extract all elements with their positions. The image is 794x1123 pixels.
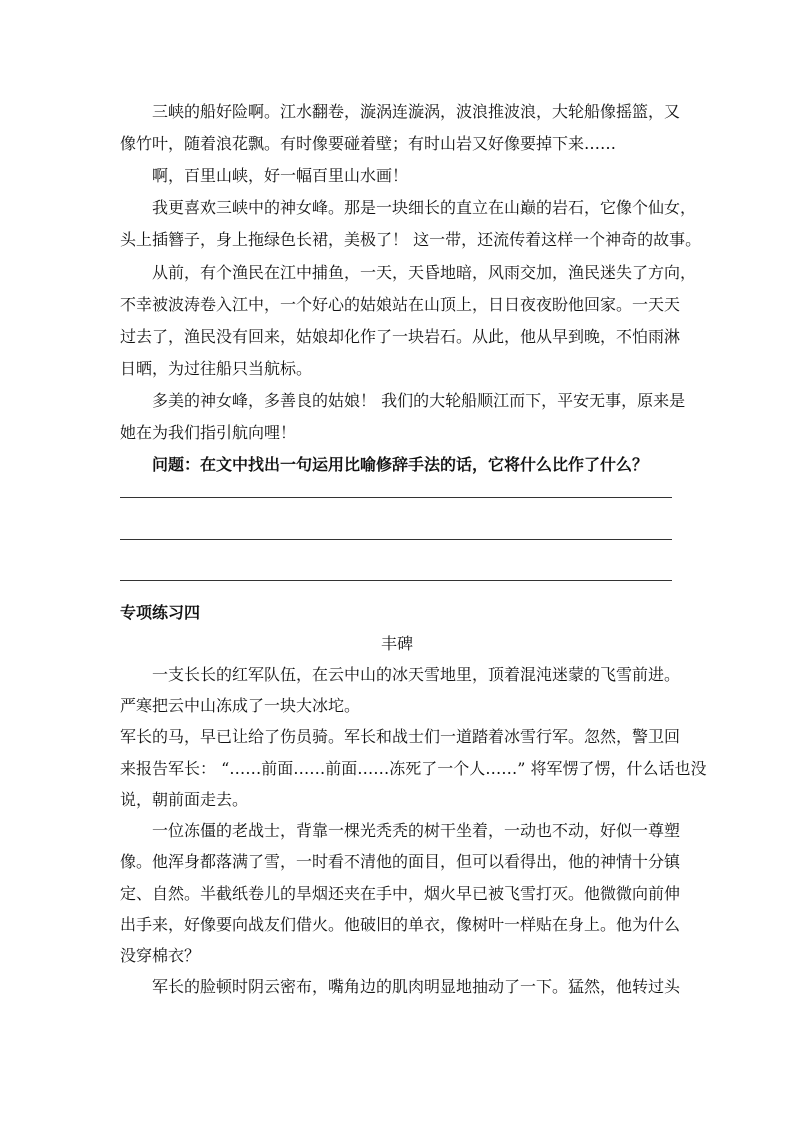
text-line: 一位冻僵的老战士，背靠一棵光秃秃的树干坐着，一动也不动，好似一尊塑 [152,821,681,840]
text-line: 过去了，渔民没有回来，姑娘却化作了一块岩石。从此，他从早到晚，不怕雨淋 [120,327,681,346]
text-line: 日晒，为过往船只当航标。 [120,359,313,378]
answer-line[interactable] [120,580,672,581]
text-line: 军长的脸顿时阴云密布，嘴角边的肌肉明显地抽动了一下。猛然，他转过头 [152,977,681,996]
text-line: 一支长长的红军队伍，在云中山的冰天雪地里，顶着混沌迷蒙的飞雪前进。 [152,665,681,684]
answer-line[interactable] [120,539,672,540]
text-line: 她在为我们指引航向哩！ [120,423,297,442]
text-line: 头上插簪子，身上拖绿色长裙，美极了！ 这一带，还流传着这样一个神奇的故事。 [120,230,702,249]
question-text: 问题：在文中找出一句运用比喻修辞手法的话，它将什么比作了什么？ [152,455,649,474]
text-line: 严寒把云中山冻成了一块大冰坨。 [120,696,361,715]
text-line: 三峡的船好险啊。江水翻卷，漩涡连漩涡，波浪推波浪，大轮船像摇篮，又 [152,102,681,121]
text-line: 像竹叶，随着浪花飘。有时像要碰着壁；有时山岩又好像要掉下来…… [120,134,617,153]
text-line: 军长的马，早已让给了伤员骑。军长和战士们一道踏着冰雪行军。忽然，警卫回 [120,727,681,746]
text-line: 出手来，好像要向战友们借火。他破旧的单衣，像树叶一样贴在身上。他为什么 [120,915,681,934]
answer-line[interactable] [120,497,672,498]
text-line: 定、自然。半截纸卷儿的旱烟还夹在手中，烟火早已被飞雪打灭。他微微向前伸 [120,884,681,903]
text-line: 啊，百里山峡，好一幅百里山水画！ [152,166,409,185]
text-line: 不幸被波涛卷入江中，一个好心的姑娘站在山顶上，日日夜夜盼他回家。一天天 [120,295,681,314]
passage-title: 丰碑 [380,634,413,653]
text-line: 说，朝前面走去。 [120,790,249,809]
text-line: 我更喜欢三峡中的神女峰。那是一块细长的直立在山巅的岩石，它像个仙女， [152,198,697,217]
text-line: 多美的神女峰，多善良的姑娘！ 我们的大轮船顺江而下，平安无事，原来是 [152,391,686,410]
text-line: 从前，有个渔民在江中捕鱼，一天，天昏地暗，风雨交加，渔民迷失了方向， [152,263,697,282]
text-line: 没穿棉衣？ [120,946,201,965]
text-line: 像。他浑身都落满了雪，一时看不清他的面目，但可以看得出，他的神情十分镇 [120,852,681,871]
text-line: 来报告军长： “……前面……前面……冻死了一个人……” 将军愣了愣，什么话也没 [120,759,707,778]
section-heading: 专项练习四 [120,603,201,622]
